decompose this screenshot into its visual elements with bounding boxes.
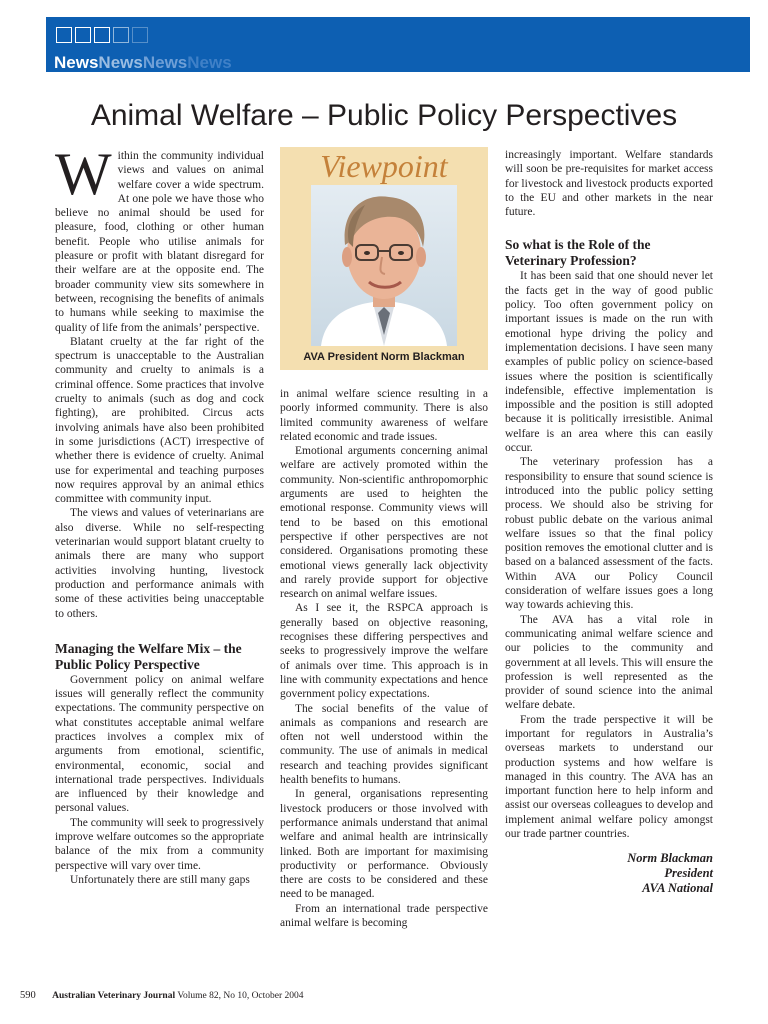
- author-name: Norm Blackman: [627, 851, 713, 866]
- author-signature: [505, 851, 713, 896]
- viewpoint-title: Viewpoint: [320, 148, 448, 184]
- page-number: 590: [20, 990, 36, 1001]
- banner-box: [56, 27, 72, 43]
- paragraph: From an international trade perspective animal welfare is becoming: [280, 902, 488, 929]
- paragraph: The veterinary profession has a responsibility to ensure that sound science is introduced into the public policy setting process. We should also be striving for robust public debate on the various animal welfare issues so that the final policy position removes the emotional clutter and is based on a balanced assessment of the facts. Within AVA our Policy Council consideration of welfare issues goes a long way towards achieving this.: [505, 456, 713, 612]
- news-banner: [46, 17, 750, 72]
- paragraph: Emotional arguments concerning animal welfare are actively promoted within the community. Non-scientific anthropomorphic arguments are used to heighten the emotional response. Community views will tend to be based on this emotional perspective if other perspectives are not considered. Organisations promoting these emotional views generally lack objectivity and rarely provide support for objective research on animal welfare issues.: [280, 445, 488, 601]
- article-column-2: [280, 387, 488, 930]
- photo-caption: AVA President Norm Blackman: [303, 351, 465, 363]
- president-photo: [311, 185, 457, 346]
- author-org: AVA National: [642, 881, 713, 896]
- paragraph: In general, organisations representing livestock producers or those involved with performance animals understand that animal welfare and animal health are intrinsically linked. Both are important for maximising productivity or performance. Obviously there are costs to be considered and these need to be managed.: [280, 788, 488, 901]
- paragraph: increasingly important. Welfare standards will soon be pre-requisites for market access for livestock and livestock products exported to the EU and other markets in the near future.: [505, 149, 713, 219]
- paragraph: The views and values of veterinarians are also diverse. While no self-respecting veterinarian would support blatant cruelty to animals there are many who support activities involving hunting, livestock production and performance animals with some of these activities being unacceptable to others.: [55, 507, 264, 620]
- paragraph: As I see it, the RSPCA approach is generally based on objective reasoning, recognises these differing perspectives and seeks to progressively improve the welfare of animals over time. This approach is in line with community expectations and hence government policy expectations.: [280, 602, 488, 701]
- author-role: President: [664, 866, 713, 881]
- journal-issue: Volume 82, No 10, October 2004: [177, 991, 304, 1001]
- paragraph: Unfortunately there are still many gaps: [70, 873, 250, 886]
- paragraph: It has been said that one should never let the facts get in the way of good public policy. Too often government policy on important issues is made on the run with emotional hype driving the policy and implementation decisions. I have seen many examples of public policy on science-based issues where the position is scientifically indefensible, effective implementation is impossible and the position is still adopted because it is politically irresistible. Animal welfare is an area where this can easily occur.: [505, 270, 713, 455]
- paragraph: From the trade perspective it will be important for regulators in Australia’s overseas markets to understand our production systems and how welfare is managed in this country. The AVA has an important function here to help inform and assist our overseas colleagues to develop and implement animal welfare policy amongst our trade partner countries.: [505, 713, 713, 841]
- banner-word: News: [142, 53, 188, 72]
- page-footer: [20, 990, 720, 1002]
- paragraph-text: ithin the community individual views and values on animal welfare cover a wide spectrum. At one pole we have those who believe no animal should be used for pleasure, food, clothing or other human benefit. People who utilise animals for pleasure or profit with blatant disregard for their welfare are at the opposite end. The broader community view sits somewhere in between, recognising the benefits of animals to humans while seeking to maximise the quality of life from the animals’ perspective.: [55, 150, 264, 334]
- drop-cap: W: [55, 141, 112, 207]
- banner-box: [75, 27, 91, 43]
- banner-words: [54, 53, 232, 72]
- banner-word: News: [187, 53, 232, 72]
- banner-word: News: [54, 53, 99, 72]
- paragraph: Blatant cruelty at the far right of the spectrum is unacceptable to the Australian community and cruelty to animals is a criminal offence. Some practices that involve cruelty to animals (such as dog and cock fighting), are prohibited. Circus acts involving animals have also been prohibited in some jurisdictions (ACT) irrespective of whether there is evidence of cruelty. Animal use for experimental and teaching purposes now requires approval by an animal ethics committee with community input.: [55, 335, 264, 506]
- paragraph: in animal welfare science resulting in a poorly informed community. There is also limited community awareness of welfare related economic and trade issues.: [280, 388, 488, 443]
- banner-box: [132, 27, 148, 43]
- paragraph: Government policy on animal welfare issues will generally reflect the community expectations. The community perspective on what constitutes acceptable animal welfare practices involves a complex mix of arguments from emotional, scientific, environmental, economic, social and international trade perspectives. Individuals are influenced by their knowledge and personal values.: [55, 673, 264, 815]
- journal-name: Australian Veterinary Journal: [52, 991, 176, 1001]
- viewpoint-box: [280, 147, 488, 370]
- article-column-3: [505, 148, 713, 896]
- article-headline: Animal Welfare – Public Policy Perspectives: [90, 99, 678, 132]
- section-heading: Managing the Welfare Mix – the Public Policy Perspective: [55, 640, 242, 672]
- article-column-1: [55, 141, 264, 887]
- paragraph: The AVA has a vital role in communicating animal welfare science and our policies to the community and government at all levels. This will ensure the profession is well represented as the provider of sound science into the animal welfare debate.: [505, 613, 713, 712]
- portrait-illustration: [311, 185, 457, 346]
- paragraph: The social benefits of the value of animals as companions and research are often not well understood within the community. The use of animals in medical research and teaching provides significant health benefits to humans.: [280, 702, 488, 787]
- section-heading: So what is the Role of the Veterinary Profession?: [505, 237, 651, 269]
- banner-box: [94, 27, 110, 43]
- banner-box: [113, 27, 129, 43]
- paragraph: The community will seek to progressively improve welfare outcomes so the appropriate balance of the mix from a community perspective will vary over time.: [55, 816, 264, 872]
- banner-boxes: [56, 27, 151, 43]
- banner-word: News: [98, 53, 143, 72]
- paragraph: [55, 141, 264, 335]
